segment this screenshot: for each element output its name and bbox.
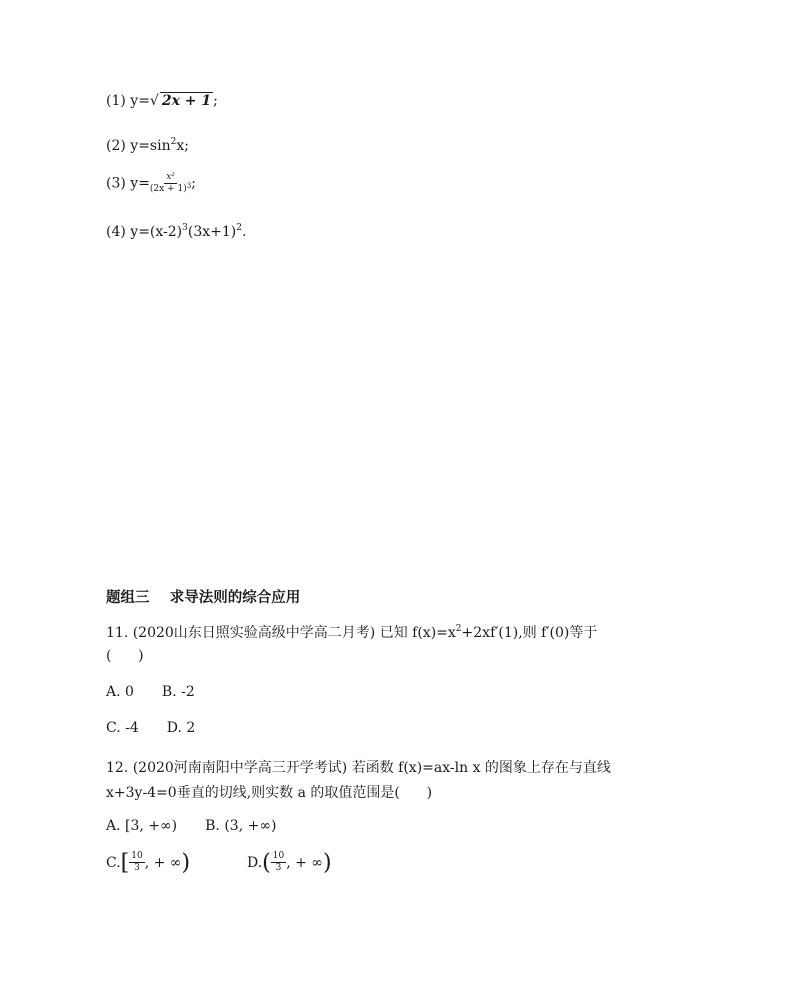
part-4-exponent-2: 2 bbox=[236, 223, 242, 233]
q12-option-c: C.[ $\frac{10}{3}$ , + ∞) bbox=[106, 850, 191, 875]
q11-option-b: B. -2 bbox=[161, 684, 195, 700]
q12-options-row-1 bbox=[106, 818, 276, 834]
part-1-label: (1) y= bbox=[106, 93, 150, 109]
part-2-label: (2) y=sin bbox=[106, 138, 171, 154]
q11-line-1 bbox=[106, 622, 597, 642]
part-4-exponent-1: 3 bbox=[182, 223, 188, 233]
part-3 bbox=[106, 172, 196, 195]
part-3-tail: ; bbox=[191, 175, 196, 192]
q12-line-1: 12. (2020河南南阳中学高三开学考试) 若函数 f(x)=ax-ln x 的图象上存在与直线 bbox=[106, 760, 611, 776]
fraction-denominator: $(2x + 1)^3$ bbox=[149, 182, 192, 194]
q12-option-a: A. [3, +∞) bbox=[106, 818, 178, 834]
q11-option-a: A. 0 bbox=[106, 684, 134, 700]
q11-option-c: C. -4 bbox=[106, 720, 139, 736]
part-1-tail: ; bbox=[213, 93, 218, 109]
section-title: 题组三 求导法则的综合应用 bbox=[106, 590, 301, 606]
part-3-label: (3) y= bbox=[106, 175, 150, 192]
q12-option-b: B. (3, +∞) bbox=[205, 818, 277, 834]
part-2-tail: x; bbox=[176, 138, 189, 154]
part-4 bbox=[106, 224, 246, 240]
q11-text-b: +2xf′(1),则 f′(0)等于 bbox=[461, 625, 598, 641]
q11-options-row-2 bbox=[106, 720, 195, 736]
q11-options-row-1 bbox=[106, 684, 195, 700]
q11-option-d: D. 2 bbox=[166, 720, 196, 736]
part-4-tail: . bbox=[241, 224, 247, 240]
q11-answer-blank: ( ) bbox=[106, 648, 144, 664]
q12-line-2: x+3y-4=0垂直的切线,则实数 a 的取值范围是( ) bbox=[106, 785, 433, 801]
part-2 bbox=[106, 138, 189, 154]
fraction-numerator: x² bbox=[166, 172, 175, 182]
q12-options-row-2 bbox=[106, 850, 332, 875]
q11-text-a: 11. (2020山东日照实验高级中学高二月考) 已知 f(x)=x bbox=[106, 625, 456, 641]
part-1 bbox=[106, 92, 218, 109]
part-4-label: (4) y=(x-2) bbox=[106, 224, 183, 240]
part-2-exponent: 2 bbox=[170, 137, 177, 147]
radicand: 2x + 1 bbox=[161, 93, 212, 109]
q11-exponent: 2 bbox=[455, 624, 462, 634]
sqrt-sign: √ bbox=[149, 93, 159, 109]
q12-option-d: D.( $\frac{10}{3}$ , + ∞) bbox=[246, 850, 332, 875]
part-4-mid: (3x+1) bbox=[187, 224, 237, 240]
part-3-fraction bbox=[150, 172, 191, 195]
